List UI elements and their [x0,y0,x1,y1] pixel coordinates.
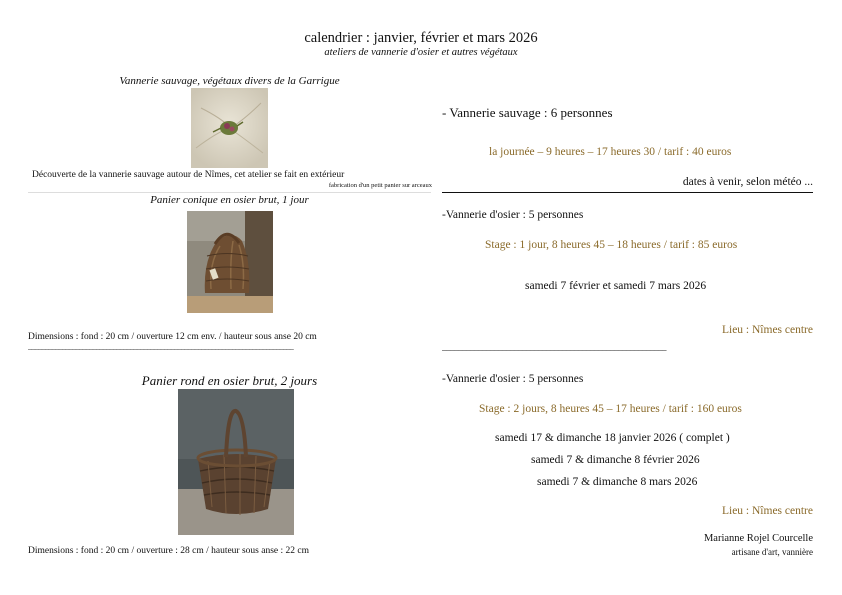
osier-2day-schedule: Stage : 2 jours, 8 heures 45 – 17 heures / tarif : 160 euros [479,403,742,415]
page-subtitle: ateliers de vannerie d'osier et autres végétaux [324,47,518,58]
osier-1day-dates: samedi 7 février et samedi 7 mars 2026 [525,280,707,292]
round-basket-caption: Panier rond en osier brut, 2 jours [141,373,318,388]
conical-basket-caption: Panier conique en osier brut, 1 jour [150,194,309,206]
osier-2day-heading: -Vannerie d'osier : 5 personnes [442,373,584,385]
wild-basketry-note: fabrication d'un petit panier sur arceaux [328,182,432,189]
round-basket-dimensions: Dimensions : fond : 20 cm / ouverture : 28 cm / hauteur sous anse : 22 cm [28,546,309,556]
wild-basketry-dates: dates à venir, selon météo ... [682,176,813,188]
osier-2day-date-march: samedi 7 & dimanche 8 mars 2026 [537,476,698,488]
wild-basketry-photo [191,88,268,168]
osier-1day-location: Lieu : Nîmes centre [721,324,813,336]
right-divider-2: ________________________________________________________ [442,342,666,352]
osier-1day-heading: -Vannerie d'osier : 5 personnes [442,209,584,221]
left-thin-divider [28,192,431,193]
conical-basket-dimensions: Dimensions : fond : 20 cm / ouverture 12 cm env. / hauteur sous anse 20 cm [28,332,317,342]
wild-basketry-description: Découverte de la vannerie sauvage autour de Nîmes, cet atelier se fait en extérieur [32,170,345,180]
osier-1day-schedule: Stage : 1 jour, 8 heures 45 – 18 heures / tarif : 85 euros [485,239,738,251]
conical-basket-photo [187,211,273,313]
osier-2day-date-january: samedi 17 & dimanche 18 janvier 2026 ( complet ) [495,432,730,444]
wild-basketry-schedule: la journée – 9 heures – 17 heures 30 / tarif : 40 euros [489,146,732,158]
signature-role: artisane d'art, vannière [731,547,813,557]
right-divider-1 [442,192,813,193]
round-basket-photo [178,389,294,535]
wild-basketry-heading: - Vannerie sauvage : 6 personnes [442,105,613,120]
signature-name: Marianne Rojel Courcelle [703,533,813,544]
osier-2day-location: Lieu : Nîmes centre [721,505,813,517]
page-title: calendrier : janvier, février et mars 2026 [304,30,538,46]
osier-2day-date-february: samedi 7 & dimanche 8 février 2026 [531,454,700,466]
wild-basketry-caption: Vannerie sauvage, végétaux divers de la Garrigue [119,75,340,87]
left-divider-line: ______________________________________________________________________________ [28,342,294,351]
